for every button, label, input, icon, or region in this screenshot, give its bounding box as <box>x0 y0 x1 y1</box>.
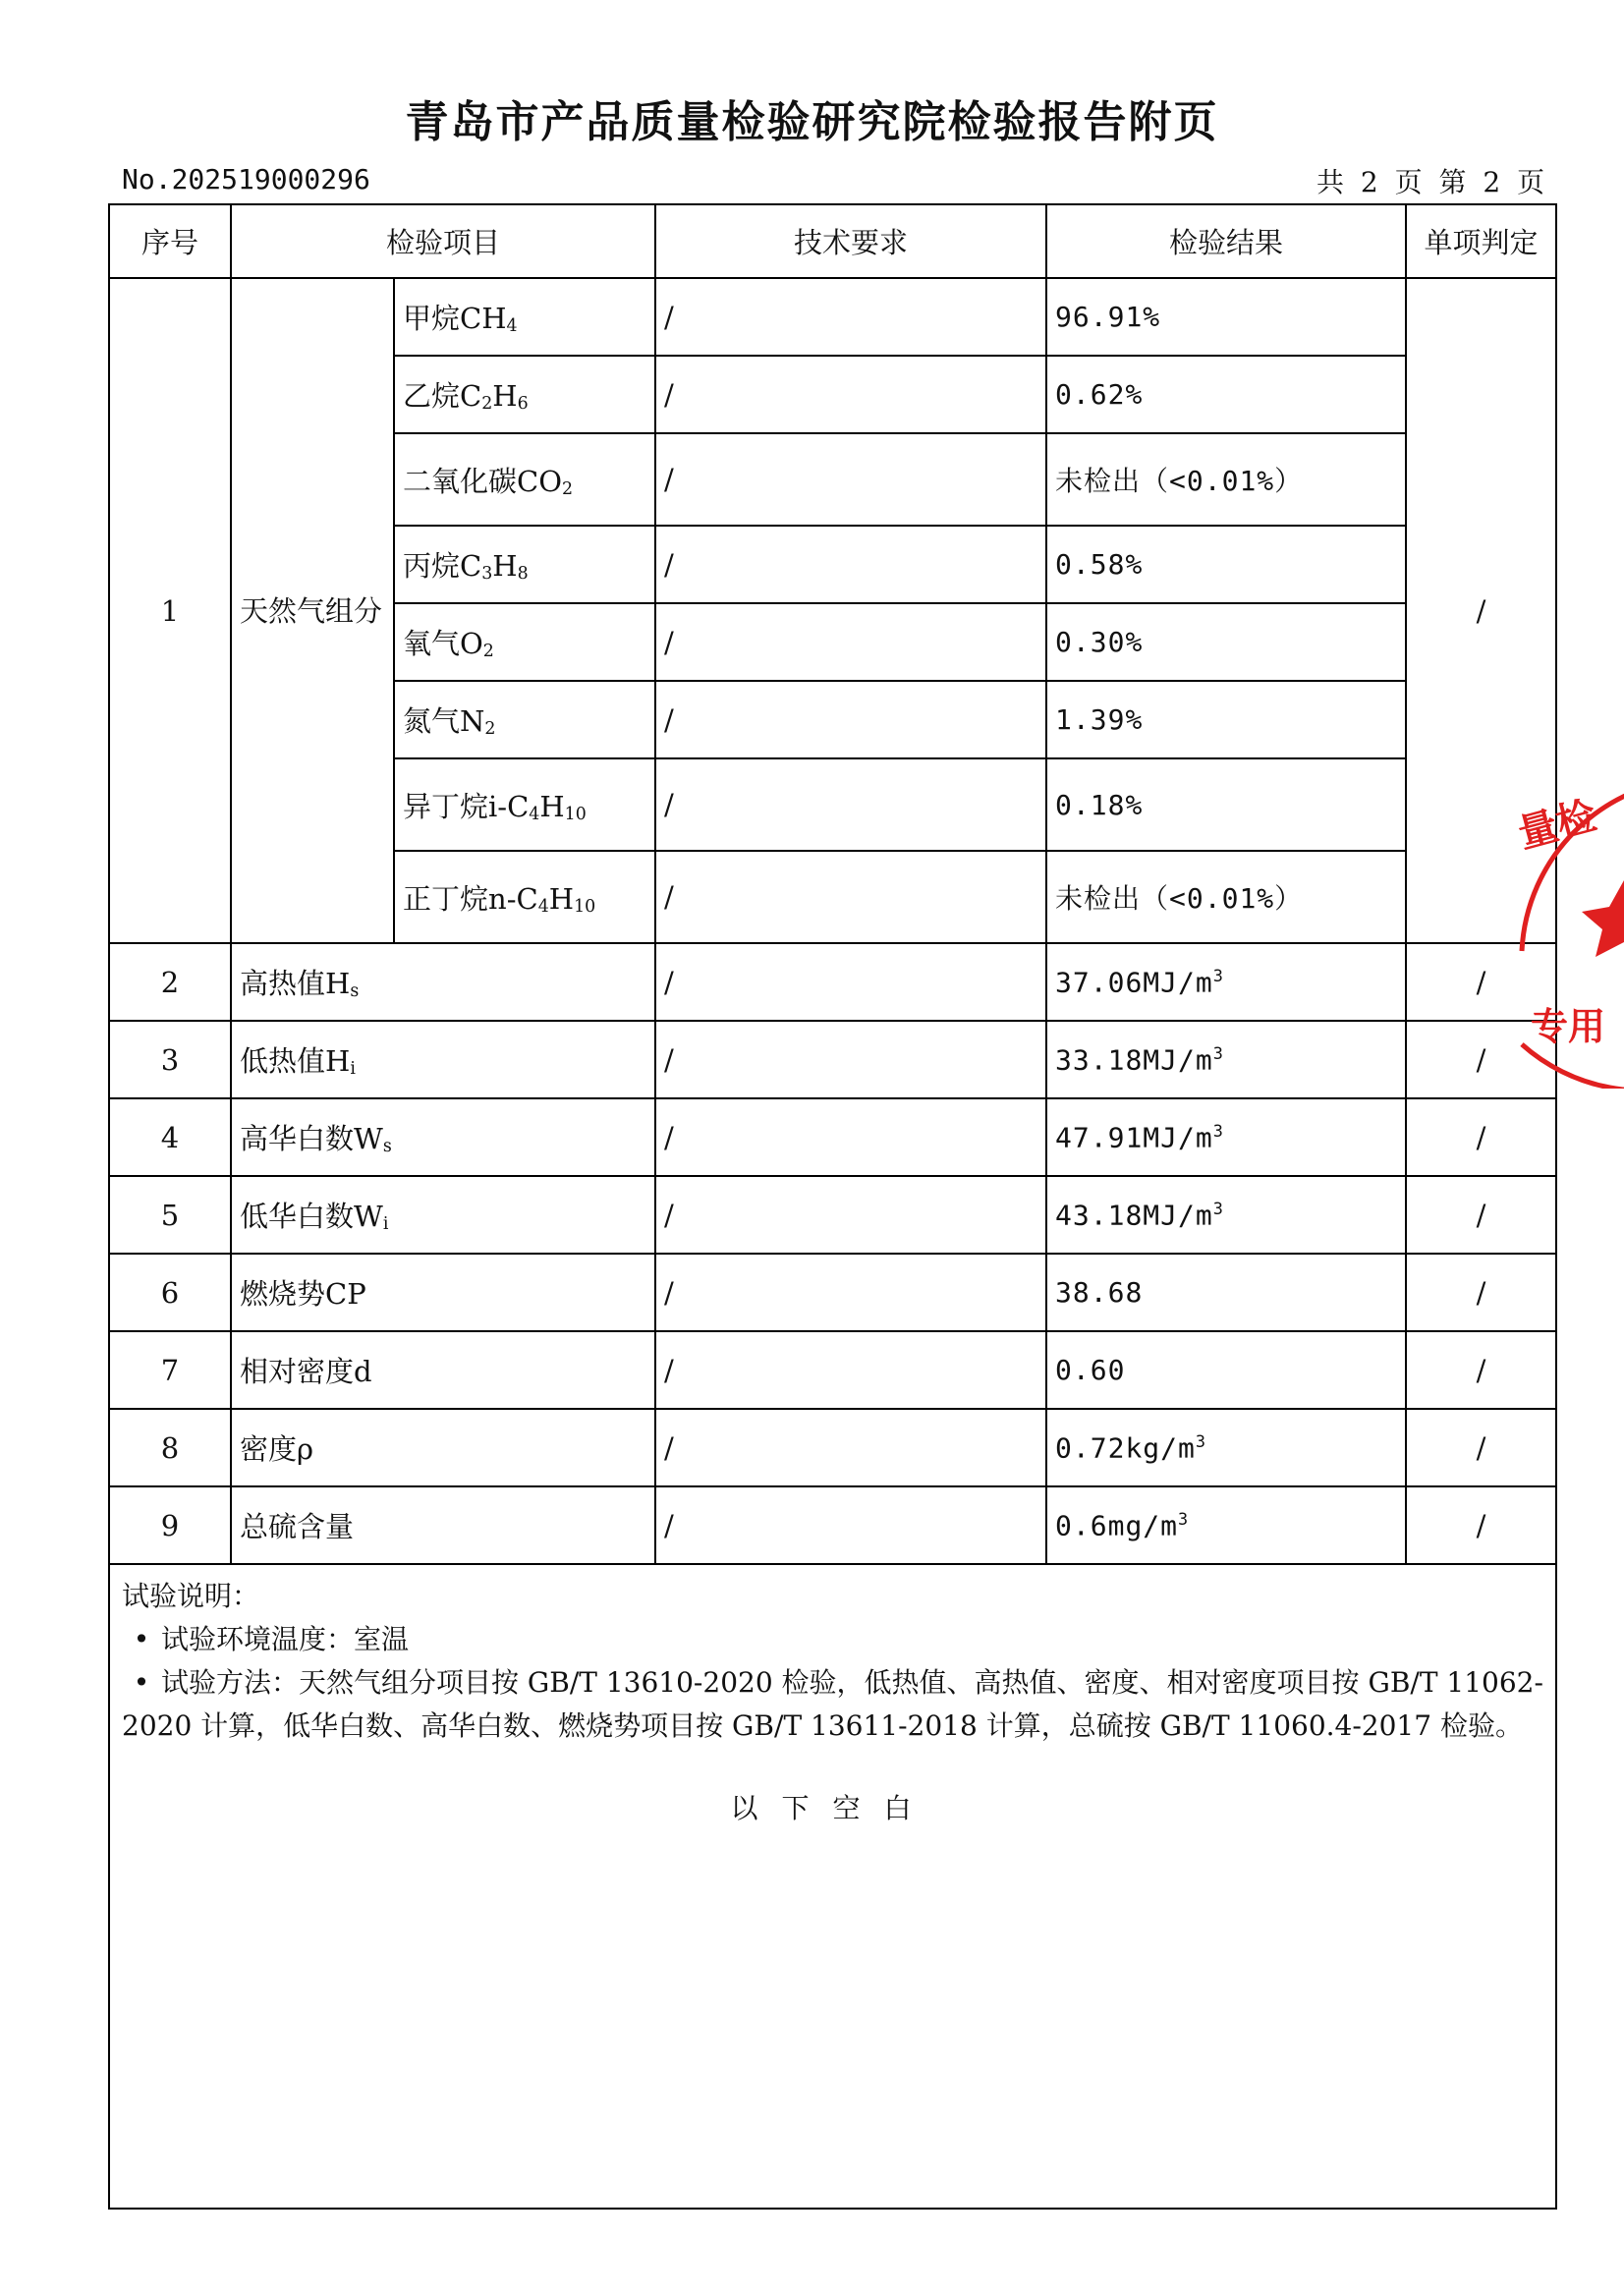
table-row <box>109 1331 1556 1409</box>
item-symbol: W <box>354 1200 383 1233</box>
unit-superscript: 3 <box>1212 1042 1224 1063</box>
notes-bullet-text: 试验方法：天然气组分项目按 GB/T 13610-2020 检验，低热值、高热值、密度、相对密度项目按 GB/T 11062-2020 计算，低华白数、高华白数、燃烧势项目按 GB/T 13611-2018 计算，总硫按 GB/T 11060.4-2017 检验。 <box>122 1666 1543 1742</box>
item-name <box>231 1176 655 1254</box>
requirement-cell: / <box>655 278 1046 356</box>
item-name <box>231 1331 655 1409</box>
requirement-cell: / <box>655 526 1046 603</box>
item-name <box>231 1098 655 1176</box>
result-value: 38.68 <box>1055 1276 1144 1309</box>
requirement-cell: / <box>655 603 1046 681</box>
chemical-formula: $CO_2$ <box>517 464 574 499</box>
report-title: 青岛市产品质量检验研究院检验报告附页 <box>405 97 1219 147</box>
table-row <box>109 278 1556 356</box>
notes-bullet <box>122 1618 1543 1661</box>
item-label: 燃烧势CP <box>240 1277 366 1311</box>
table-body <box>109 278 1556 2209</box>
result-cell <box>1046 1409 1406 1486</box>
header-requirement: 技术要求 <box>655 204 1046 278</box>
item-subscript: i <box>382 1214 389 1234</box>
chemical-formula: $C_2H_6$ <box>460 379 529 414</box>
item-label: 相对密度d <box>240 1355 372 1388</box>
item-name <box>231 1486 655 1564</box>
requirement-cell: / <box>655 1486 1046 1564</box>
notes-cell <box>109 1564 1556 2209</box>
result-value: 0.72kg/m <box>1055 1431 1196 1465</box>
component-label: 正丁烷 <box>403 881 489 916</box>
requirement-cell: / <box>655 433 1046 526</box>
requirement-cell: / <box>655 356 1046 433</box>
header-index: 序号 <box>109 204 231 278</box>
result-cell <box>1046 943 1406 1021</box>
row-index: 2 <box>109 943 231 1021</box>
notes-row <box>109 1564 1556 2209</box>
requirement-cell: / <box>655 1254 1046 1331</box>
result-value: 43.18MJ/m <box>1055 1199 1213 1232</box>
verdict-cell: / <box>1406 943 1556 1021</box>
component-name <box>394 356 655 433</box>
notes-heading: 试验说明： <box>122 1580 260 1612</box>
verdict-cell: / <box>1406 278 1556 943</box>
requirement-cell: / <box>655 943 1046 1021</box>
requirement-cell: / <box>655 851 1046 943</box>
seal-text-bottom: 专用 <box>1531 1005 1606 1048</box>
notes-bullet <box>122 1661 1543 1748</box>
blank-marker: 以下空白 <box>730 1792 935 1824</box>
verdict-cell: / <box>1406 1409 1556 1486</box>
table-row <box>109 1021 1556 1098</box>
requirement-cell: / <box>655 1331 1046 1409</box>
table-row <box>109 1098 1556 1176</box>
header-item: 检验项目 <box>231 204 655 278</box>
requirement-cell: / <box>655 1409 1046 1486</box>
row-index: 4 <box>109 1098 231 1176</box>
result-cell <box>1046 1331 1406 1409</box>
result-cell <box>1046 1486 1406 1564</box>
unit-superscript: 3 <box>1178 1508 1190 1529</box>
table-row <box>109 1176 1556 1254</box>
unit-superscript: 3 <box>1212 1198 1224 1218</box>
seal-text-top: 量检 <box>1513 793 1601 858</box>
component-label: 氧气 <box>403 627 461 660</box>
result-cell: 1.39% <box>1046 681 1406 758</box>
result-cell: 0.18% <box>1046 758 1406 851</box>
row-index: 7 <box>109 1331 231 1409</box>
item-label: 密度ρ <box>240 1432 314 1466</box>
component-name <box>394 526 655 603</box>
item-label: 低华白数 <box>240 1200 355 1233</box>
result-cell <box>1046 1098 1406 1176</box>
result-value: 0.6mg/m <box>1055 1509 1179 1542</box>
chemical-formula: $N_2$ <box>460 704 496 739</box>
item-symbol: H <box>325 967 351 1000</box>
row-index: 3 <box>109 1021 231 1098</box>
chemical-formula: $C_3H_8$ <box>460 549 529 584</box>
result-cell <box>1046 1254 1406 1331</box>
result-cell: 0.62% <box>1046 356 1406 433</box>
unit-superscript: 3 <box>1195 1430 1206 1451</box>
item-subscript: i <box>350 1059 356 1079</box>
table-row <box>109 1486 1556 1564</box>
row-index: 8 <box>109 1409 231 1486</box>
row-index: 6 <box>109 1254 231 1331</box>
requirement-cell: / <box>655 1021 1046 1098</box>
item-symbol: H <box>325 1044 351 1078</box>
table-header-row <box>109 204 1556 278</box>
group-name: 天然气组分 <box>231 278 394 943</box>
verdict-cell: / <box>1406 1098 1556 1176</box>
table-row <box>109 943 1556 1021</box>
report-number: No.202519000296 <box>122 163 370 196</box>
component-label: 丙烷 <box>403 549 461 583</box>
row-index: 5 <box>109 1176 231 1254</box>
component-label: 甲烷 <box>403 302 461 335</box>
component-name <box>394 278 655 356</box>
component-label: 氮气 <box>403 704 461 738</box>
item-label: 高热值 <box>240 967 326 1000</box>
item-label: 总硫含量 <box>240 1510 355 1543</box>
results-table <box>108 203 1557 2210</box>
component-label: 异丁烷 <box>403 789 489 823</box>
verdict-cell: / <box>1406 1176 1556 1254</box>
component-name <box>394 433 655 526</box>
verdict-cell: / <box>1406 1254 1556 1331</box>
item-name <box>231 1021 655 1098</box>
verdict-cell: / <box>1406 1021 1556 1098</box>
result-cell: 未检出（<0.01%） <box>1046 851 1406 943</box>
item-symbol: W <box>354 1122 383 1155</box>
chemical-formula: $O_2$ <box>460 627 494 661</box>
result-value: 37.06MJ/m <box>1055 966 1213 999</box>
chemical-formula: $n-C_4H_{10}$ <box>488 881 596 917</box>
result-cell: 未检出（<0.01%） <box>1046 433 1406 526</box>
result-cell <box>1046 1021 1406 1098</box>
notes-bullet-text: 试验环境温度：室温 <box>161 1623 410 1655</box>
unit-superscript: 3 <box>1212 965 1224 985</box>
chemical-formula: $CH_4$ <box>460 302 518 336</box>
verdict-cell: / <box>1406 1486 1556 1564</box>
bullet-icon: • <box>133 1666 150 1699</box>
item-label: 高华白数 <box>240 1122 355 1155</box>
chemical-formula: $i-C_4H_{10}$ <box>488 789 587 824</box>
requirement-cell: / <box>655 1176 1046 1254</box>
row-index: 1 <box>109 278 231 943</box>
component-name <box>394 758 655 851</box>
item-subscript: s <box>382 1137 392 1156</box>
requirement-cell: / <box>655 1098 1046 1176</box>
result-cell <box>1046 1176 1406 1254</box>
inspection-seal <box>1513 764 1624 1089</box>
bullet-icon: • <box>133 1623 150 1655</box>
result-cell: 0.30% <box>1046 603 1406 681</box>
item-name <box>231 1254 655 1331</box>
result-value: 33.18MJ/m <box>1055 1043 1213 1077</box>
result-cell: 96.91% <box>1046 278 1406 356</box>
component-name <box>394 603 655 681</box>
header-result: 检验结果 <box>1046 204 1406 278</box>
verdict-cell: / <box>1406 1331 1556 1409</box>
header-verdict: 单项判定 <box>1406 204 1556 278</box>
component-name <box>394 851 655 943</box>
table-row <box>109 1254 1556 1331</box>
component-label: 二氧化碳 <box>403 464 518 498</box>
requirement-cell: / <box>655 758 1046 851</box>
result-cell: 0.58% <box>1046 526 1406 603</box>
row-index: 9 <box>109 1486 231 1564</box>
result-value: 0.60 <box>1055 1354 1126 1386</box>
component-name <box>394 681 655 758</box>
item-subscript: s <box>350 981 360 1001</box>
item-name <box>231 943 655 1021</box>
item-name <box>231 1409 655 1486</box>
page-indicator: 共 2 页 第 2 页 <box>1316 166 1545 198</box>
component-label: 乙烷 <box>403 379 461 413</box>
table-row <box>109 1409 1556 1486</box>
item-label: 低热值 <box>240 1044 326 1078</box>
unit-superscript: 3 <box>1212 1120 1224 1141</box>
result-value: 47.91MJ/m <box>1055 1121 1213 1154</box>
requirement-cell: / <box>655 681 1046 758</box>
